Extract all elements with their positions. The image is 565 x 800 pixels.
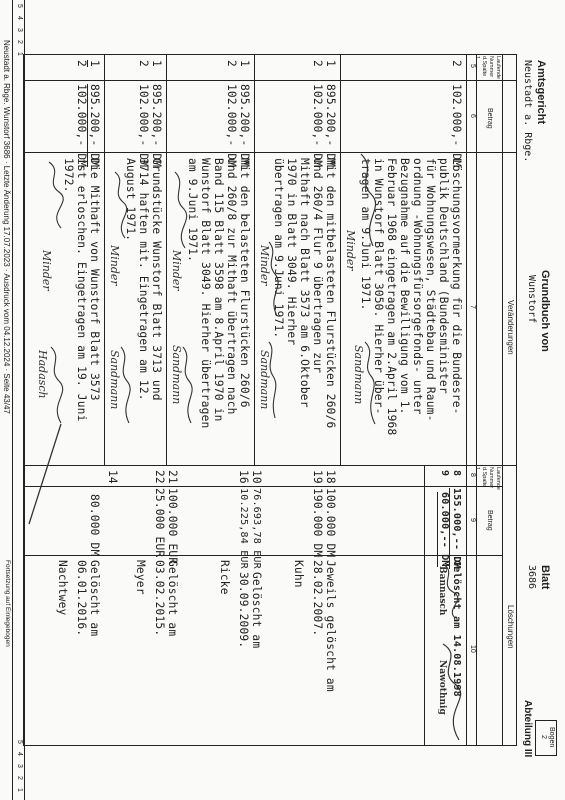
loeschung-text: Gelöscht am 14.08.1998 xyxy=(451,560,462,697)
entry-nr: 2 xyxy=(137,60,150,67)
entry-text-line: Löschungsvormerkung für die Bundesre- xyxy=(450,158,463,415)
loeschung-nr: 14 xyxy=(106,470,119,484)
handwritten-signature xyxy=(45,345,65,425)
diagonal-stroke xyxy=(25,420,65,530)
handwritten-signature xyxy=(169,170,189,250)
entry-text-line: 1972. xyxy=(62,158,75,193)
entry-text-line: Mit den mitbelasteten Flurstücken 260/6 xyxy=(324,158,337,429)
signature-name: Sandmann xyxy=(352,345,365,405)
entry-text-line: 1970 in Blatt 3049. Hierher xyxy=(285,158,298,346)
loeschung-text: 30.09.2009. xyxy=(237,572,250,649)
row-number: 1 xyxy=(16,788,23,792)
handwritten-signature xyxy=(263,340,281,420)
entry-betrag: 895.200,- DM xyxy=(238,84,251,168)
signature-name: Bannasch xyxy=(437,566,447,616)
loeschungen-header: Löschungen xyxy=(506,605,515,649)
entry-text-line: Mithaft nach Blatt 3573 am 6.Oktober xyxy=(298,158,311,408)
entry-nr: 1 xyxy=(324,60,337,67)
entry-separator xyxy=(166,54,167,465)
entry-text-line: für Wohnungswesen, Städtebau und Raum- xyxy=(424,158,437,422)
entry-text-line: Grundstücke Wunstorf Blatt 3713 und xyxy=(150,158,163,401)
bogen-box xyxy=(535,720,557,756)
entry-text-line: August 1971. xyxy=(124,158,137,242)
loeschung-text: Jeweils gelöscht am xyxy=(324,560,337,692)
loeschung-nr: 8 xyxy=(451,470,462,477)
entry-text-line: Die Mithaft von Wunstorf Blatt 3573 xyxy=(88,158,101,401)
loeschung-betrag: 60.000,-- DM xyxy=(439,492,450,567)
col8-number: 8 xyxy=(469,473,476,477)
entry-text-line: und 260/4 Flur 9 übertragen zur xyxy=(311,158,324,373)
entry-text-line: Bezugnahme auf die Bewilligung vom 1. xyxy=(398,158,411,415)
veraenderungen-header: Veränderungen xyxy=(506,300,515,355)
entry-betrag: 102.000,- DM xyxy=(75,84,88,168)
entry-separator xyxy=(340,54,341,465)
entry-nr: 1 xyxy=(238,60,251,67)
column-number-line xyxy=(466,54,467,745)
entry-text-line: 3714 haften mit. Eingetragen am 12. xyxy=(137,158,150,401)
loeschung-betrag: 100.000 DM xyxy=(324,488,337,558)
loeschung-text: Gelöscht am xyxy=(250,572,263,649)
loeschung-nr: 19 xyxy=(311,470,324,484)
col9-number: 9 xyxy=(469,518,476,522)
loeschung-nr: 18 xyxy=(324,470,337,484)
entry-betrag: 102.000,- DM xyxy=(137,84,150,168)
entry-text-line: am 9.Juni 1971. xyxy=(186,158,199,263)
col6-number: 6 xyxy=(469,114,476,118)
row-number: 5 xyxy=(16,4,23,8)
entry-nr: 2 xyxy=(225,60,238,67)
signature-name: Minder xyxy=(170,250,183,291)
grundbuch-label: Grundbuch von xyxy=(539,270,551,352)
header-bottom-line xyxy=(476,54,477,745)
col10-number: 10 xyxy=(469,645,476,653)
col-divider-loeschungen xyxy=(25,465,517,466)
loeschung-separator xyxy=(424,465,425,745)
loeschung-betrag: 25.000 EUR xyxy=(153,488,166,558)
blatt-label: Blatt xyxy=(539,565,551,590)
court-place: Neustadt a. Rbge. xyxy=(522,60,533,163)
loeschung-betrag: 100.000 EUR xyxy=(166,488,179,565)
loeschung-nr: 9 xyxy=(439,470,450,477)
entry-nr: 2 xyxy=(450,60,463,67)
handwritten-signature xyxy=(115,345,133,425)
row-number: 3 xyxy=(16,28,23,32)
row-number: 2 xyxy=(16,40,23,44)
loeschung-betrag: 155.000,-- DM xyxy=(451,488,462,569)
loeschung-text: Gelöscht am xyxy=(88,560,101,637)
entry-betrag: 895.200,- DM xyxy=(324,84,337,168)
betrag-header-left: Betrag xyxy=(486,108,493,129)
entry-text-line: tragen am 9.Juni 1971. xyxy=(359,158,372,311)
entry-separator xyxy=(104,54,105,465)
abteilung-label: Abteilung III xyxy=(522,700,533,758)
bogen-number: 2 xyxy=(540,735,547,739)
handwritten-signature xyxy=(263,240,281,320)
signature-name: Minder xyxy=(40,250,53,291)
signature-name: Sandmann xyxy=(170,345,183,405)
row-number: 4 xyxy=(16,752,23,756)
loeschung-text: 06.01.2016. xyxy=(75,560,88,637)
grundbuch-place: Wunstorf xyxy=(526,275,537,324)
loeschung-betrag: 76.693,78 EUR xyxy=(251,488,262,569)
handwritten-signature xyxy=(43,160,65,230)
signature-name: Meyer xyxy=(134,560,147,595)
row-number-strip-mid xyxy=(12,0,13,800)
loeschung-nr: 10 xyxy=(250,470,263,484)
entry-betrag: 895.200,- DM xyxy=(150,84,163,168)
col-divider-nr xyxy=(25,80,517,81)
loeschung-nr: 16 xyxy=(237,470,250,484)
court-label: Amtsgericht xyxy=(535,60,547,125)
loeschung-text: 28.02.2007. xyxy=(311,560,324,637)
entry-separator xyxy=(254,54,255,465)
signature-name: Sandmann xyxy=(108,350,121,410)
entry-text-line: ordnung -Wohnungsfürsorgefonds- unter xyxy=(411,158,424,415)
loeschung-nr: 22 xyxy=(153,470,166,484)
signature-name: Nawothnig xyxy=(437,660,447,715)
handwritten-signature xyxy=(177,345,195,425)
betrag-header-right: Betrag xyxy=(486,510,493,531)
entry-text-line: Wunstorf Blatt 3049. Hierher übertragen xyxy=(199,158,212,429)
signature-name: Ricke xyxy=(218,560,231,595)
handwritten-signature xyxy=(359,340,379,430)
blatt-number: 3686 xyxy=(526,565,537,590)
signature-name: Hadasch xyxy=(36,350,49,399)
entry-text-line: in Wunstorf Blatt 3050. Hierher über- xyxy=(372,158,385,415)
print-footer: Neustadt a. Rbge. Wunstorf 3686 · Letzte Änderung 17.07.2023 · Ausdruck vom 04.12.2024 · Seite 43/47 xyxy=(2,40,11,414)
entry-nr: 2 xyxy=(311,60,324,67)
signature-name: Minder xyxy=(344,230,357,271)
lfd-nr-header-left: Laufende Nummer d.Spalte 1 xyxy=(474,56,501,79)
entry-text-line: übertragen am 9.Juni 1971. xyxy=(272,158,285,339)
entry-text-line: ist erloschen. Eingetragen am 19. Juni xyxy=(75,158,88,422)
entry-text-line: publik Deutschland (Bundesminister xyxy=(437,158,450,394)
handwritten-signature xyxy=(109,170,129,240)
entry-betrag: 102.000,- DM xyxy=(311,84,324,168)
entry-text-line: und 260/8 zur Mithaft übertragen nach xyxy=(225,158,238,415)
entry-text-line: Februar 1968 eingetragen am 2.April 1968 xyxy=(385,158,398,436)
loeschung-betrag: 190.000 DM xyxy=(311,488,324,558)
header-divider xyxy=(502,54,503,745)
row-number: 3 xyxy=(16,764,23,768)
signature-name: Kuhn xyxy=(292,560,305,588)
loeschung-betrag: 10.225,84 EUR xyxy=(238,488,249,569)
handwritten-signature xyxy=(437,560,459,620)
signature-name: Sandmann xyxy=(258,350,271,410)
col5-number: 5 xyxy=(469,64,476,68)
row-number: 2 xyxy=(16,776,23,780)
row-number: 4 xyxy=(16,16,23,20)
signature-name: Minder xyxy=(258,245,271,286)
entry-nr: 1 xyxy=(150,60,163,67)
col-divider-nr-right xyxy=(25,486,503,487)
handwritten-signature xyxy=(355,150,379,260)
signature-name: Nachtwey xyxy=(56,560,69,616)
entry-betrag: 102.000,- DM xyxy=(225,84,238,168)
signature-name: Minder xyxy=(108,245,121,286)
row-number: 1 xyxy=(16,52,23,56)
fortsetzung-note: Fortsetzung auf Einlegebogen xyxy=(4,560,11,647)
entry-betrag: 102.000,- DM xyxy=(450,84,463,168)
loeschung-nr: 21 xyxy=(166,470,179,484)
bogen-label: Bogen xyxy=(548,727,555,748)
entry-nr: 1 xyxy=(88,60,101,67)
col7-number: 7 xyxy=(469,305,476,309)
loeschung-betrag: 80.000 DM xyxy=(88,494,101,557)
entry-text-line: Mit den belasteten Flurstücken 260/6 xyxy=(238,158,251,408)
entry-text-line: Band 115 Blatt 3598 am 8.April 1970 in xyxy=(212,158,225,422)
entry-nr: 2 xyxy=(75,60,88,67)
lfd-nr-header-right: Laufende Nummer d.Spalte 1 xyxy=(474,467,501,490)
row-number: 5 xyxy=(16,740,23,744)
handwritten-signature xyxy=(435,640,465,744)
loeschung-text: Gelöscht am xyxy=(166,560,179,637)
entry-betrag: 895.200,- DM xyxy=(88,84,101,168)
row-number-strip-top xyxy=(24,0,25,800)
loeschung-text: 03.02.2015. xyxy=(153,560,166,637)
